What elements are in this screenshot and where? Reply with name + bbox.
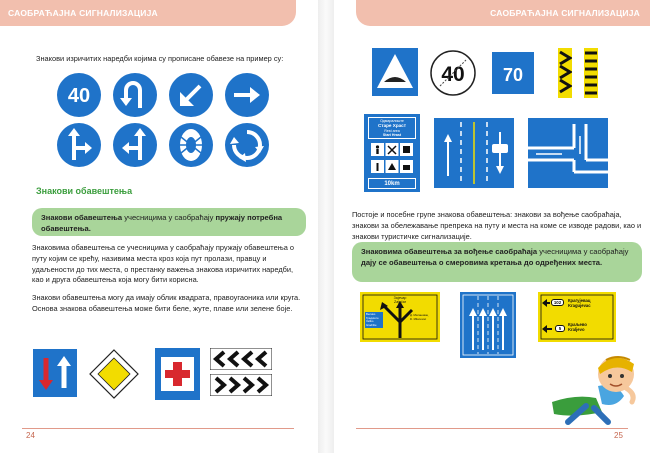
direction-1-left-lat: Veliko Gradište <box>366 319 377 327</box>
direction-1-top-cyr: Зајечар <box>393 296 407 300</box>
direction-3-city-2-lat: Kraljevo <box>568 327 585 332</box>
chevron-left-board <box>210 348 272 370</box>
special-groups-paragraph: Постоје и посебне групе знакова обавештења: знакови за вођење саобраћаја, знакови за обележавање препрека на путу и места на коме се изводе радови, као и знакови туристичке сигнализације. <box>352 210 642 241</box>
u-turn-sign <box>112 72 158 118</box>
callout-normal: учесницима у саобраћају <box>122 213 216 222</box>
hospital-sign <box>155 348 200 400</box>
mandatory-intro-text: Знакови изричитих наредби којима су прописане обавезе на пример су: <box>36 54 284 63</box>
guidance-bold-1: Знаковима обавештења за вођење саобраћаја <box>361 247 538 256</box>
end-speed-limit-40-sign <box>430 50 476 96</box>
recommended-70-label: 70 <box>502 65 524 85</box>
direction-3-city-1-lat: Kragujevac <box>568 303 591 308</box>
left-page-number: 24 <box>26 431 35 440</box>
min-speed-40-sign <box>56 72 102 118</box>
snow-chains-tire-icon <box>168 122 214 168</box>
yellow-direction-sign-1 <box>360 292 440 342</box>
chevron-right-board <box>210 374 272 396</box>
arrow-up-or-right-icon <box>56 122 102 168</box>
direction-3-city-1 <box>568 298 613 308</box>
recommended-speed-70-sign <box>492 52 534 94</box>
direction-3-city-2-cyr: Краљево <box>568 322 587 327</box>
lane-diversion-sign <box>528 118 608 188</box>
u-turn-arrow-icon <box>112 72 158 118</box>
priority-over-oncoming-sign <box>32 348 78 398</box>
tourist-rest-area-sign <box>364 114 420 192</box>
info-signs-paragraph-2: Знакови обавештења могу да имају облик квадрата, правоугаоника или круга. Основа знакова обавештења може бити беле, жуте, плаве или зелене боје. <box>32 293 301 313</box>
left-page-header: САОБРАЋАЈНА СИГНАЛИЗАЦИЈА <box>0 0 296 26</box>
straight-or-right-sign <box>56 122 102 168</box>
bus-lane-sign <box>434 118 514 188</box>
guidance-bold-2: дају се обавештења о смеровима кретања до одређених места. <box>361 257 603 267</box>
end-speed-40-label: 40 <box>441 63 465 86</box>
road-number-1: 102 <box>551 299 564 306</box>
book-gutter <box>318 0 334 453</box>
rest-area-line-3: Rest area <box>384 128 400 133</box>
right-page-number: 25 <box>614 431 623 440</box>
snow-chains-sign <box>168 122 214 168</box>
direction-1-top-lat: Zaječar <box>394 300 406 305</box>
rest-area-distance: 10km <box>368 178 416 189</box>
traffic-guidance-callout <box>352 242 642 282</box>
straight-or-left-sign <box>112 122 158 168</box>
direction-1-right <box>410 314 437 321</box>
direction-1-right-lat: D. Milanovac <box>410 316 427 321</box>
hazard-marker-left <box>558 48 572 98</box>
direction-3-city-2 <box>568 322 613 332</box>
priority-road-sign <box>88 348 140 400</box>
rest-area-line-4: Stari Hrast <box>382 133 402 138</box>
info-signs-callout <box>32 208 306 236</box>
rest-area-service-icons <box>370 142 414 176</box>
direction-1-top <box>386 296 414 305</box>
road-number-2: 5 <box>555 325 565 332</box>
speed-bump-sign <box>372 48 418 96</box>
turn-right-sign <box>224 72 270 118</box>
info-signs-paragraph-1: Знаковима обавештења се учесницима у саобраћају пружају обавештења о путу којим се крећу, називима места кроз која пут пролази, правцу и удаљености до тих места, о престанку важења знакова изричитих наредби, као и друга обавештења која могу бити корисна. <box>32 243 294 285</box>
arrow-down-left-icon <box>168 72 214 118</box>
arrow-right-icon <box>224 72 270 118</box>
info-signs-section-title: Знакови обавештења <box>36 186 133 196</box>
left-page <box>0 0 318 453</box>
roundabout-sign <box>224 122 270 168</box>
rest-area-line-1: Одмаралиште <box>380 119 404 123</box>
min-speed-40-label: 40 <box>67 85 91 107</box>
direction-1-left-cyr: Велико Градиште <box>366 312 379 320</box>
rest-area-names <box>368 117 416 139</box>
direction-3-city-1-cyr: Крагујевац <box>568 298 591 303</box>
direction-1-left <box>365 312 383 328</box>
lane-arrows-sign <box>460 292 516 358</box>
direction-1-right-cyr: Д. Милановац <box>410 313 429 317</box>
callout-bold-1: Знакови обавештења <box>41 213 123 222</box>
guidance-normal-1: учесницима у саобраћају <box>537 247 629 256</box>
right-page <box>334 0 650 453</box>
left-footer-line <box>22 428 294 429</box>
hazard-marker-right <box>584 48 598 98</box>
callout-bold-2: пружају потребна обавештења. <box>41 213 283 233</box>
cartoon-boy-illustration <box>546 346 642 426</box>
yellow-direction-sign-2 <box>538 292 616 342</box>
rest-area-line-2: Старе Храст <box>378 122 406 128</box>
keep-left-down-sign <box>168 72 214 118</box>
right-footer-line <box>356 428 628 429</box>
arrow-up-or-left-icon <box>112 122 158 168</box>
roundabout-arrows-icon <box>224 122 270 168</box>
right-page-header: САОБРАЋАЈНА СИГНАЛИЗАЦИЈА <box>356 0 650 26</box>
